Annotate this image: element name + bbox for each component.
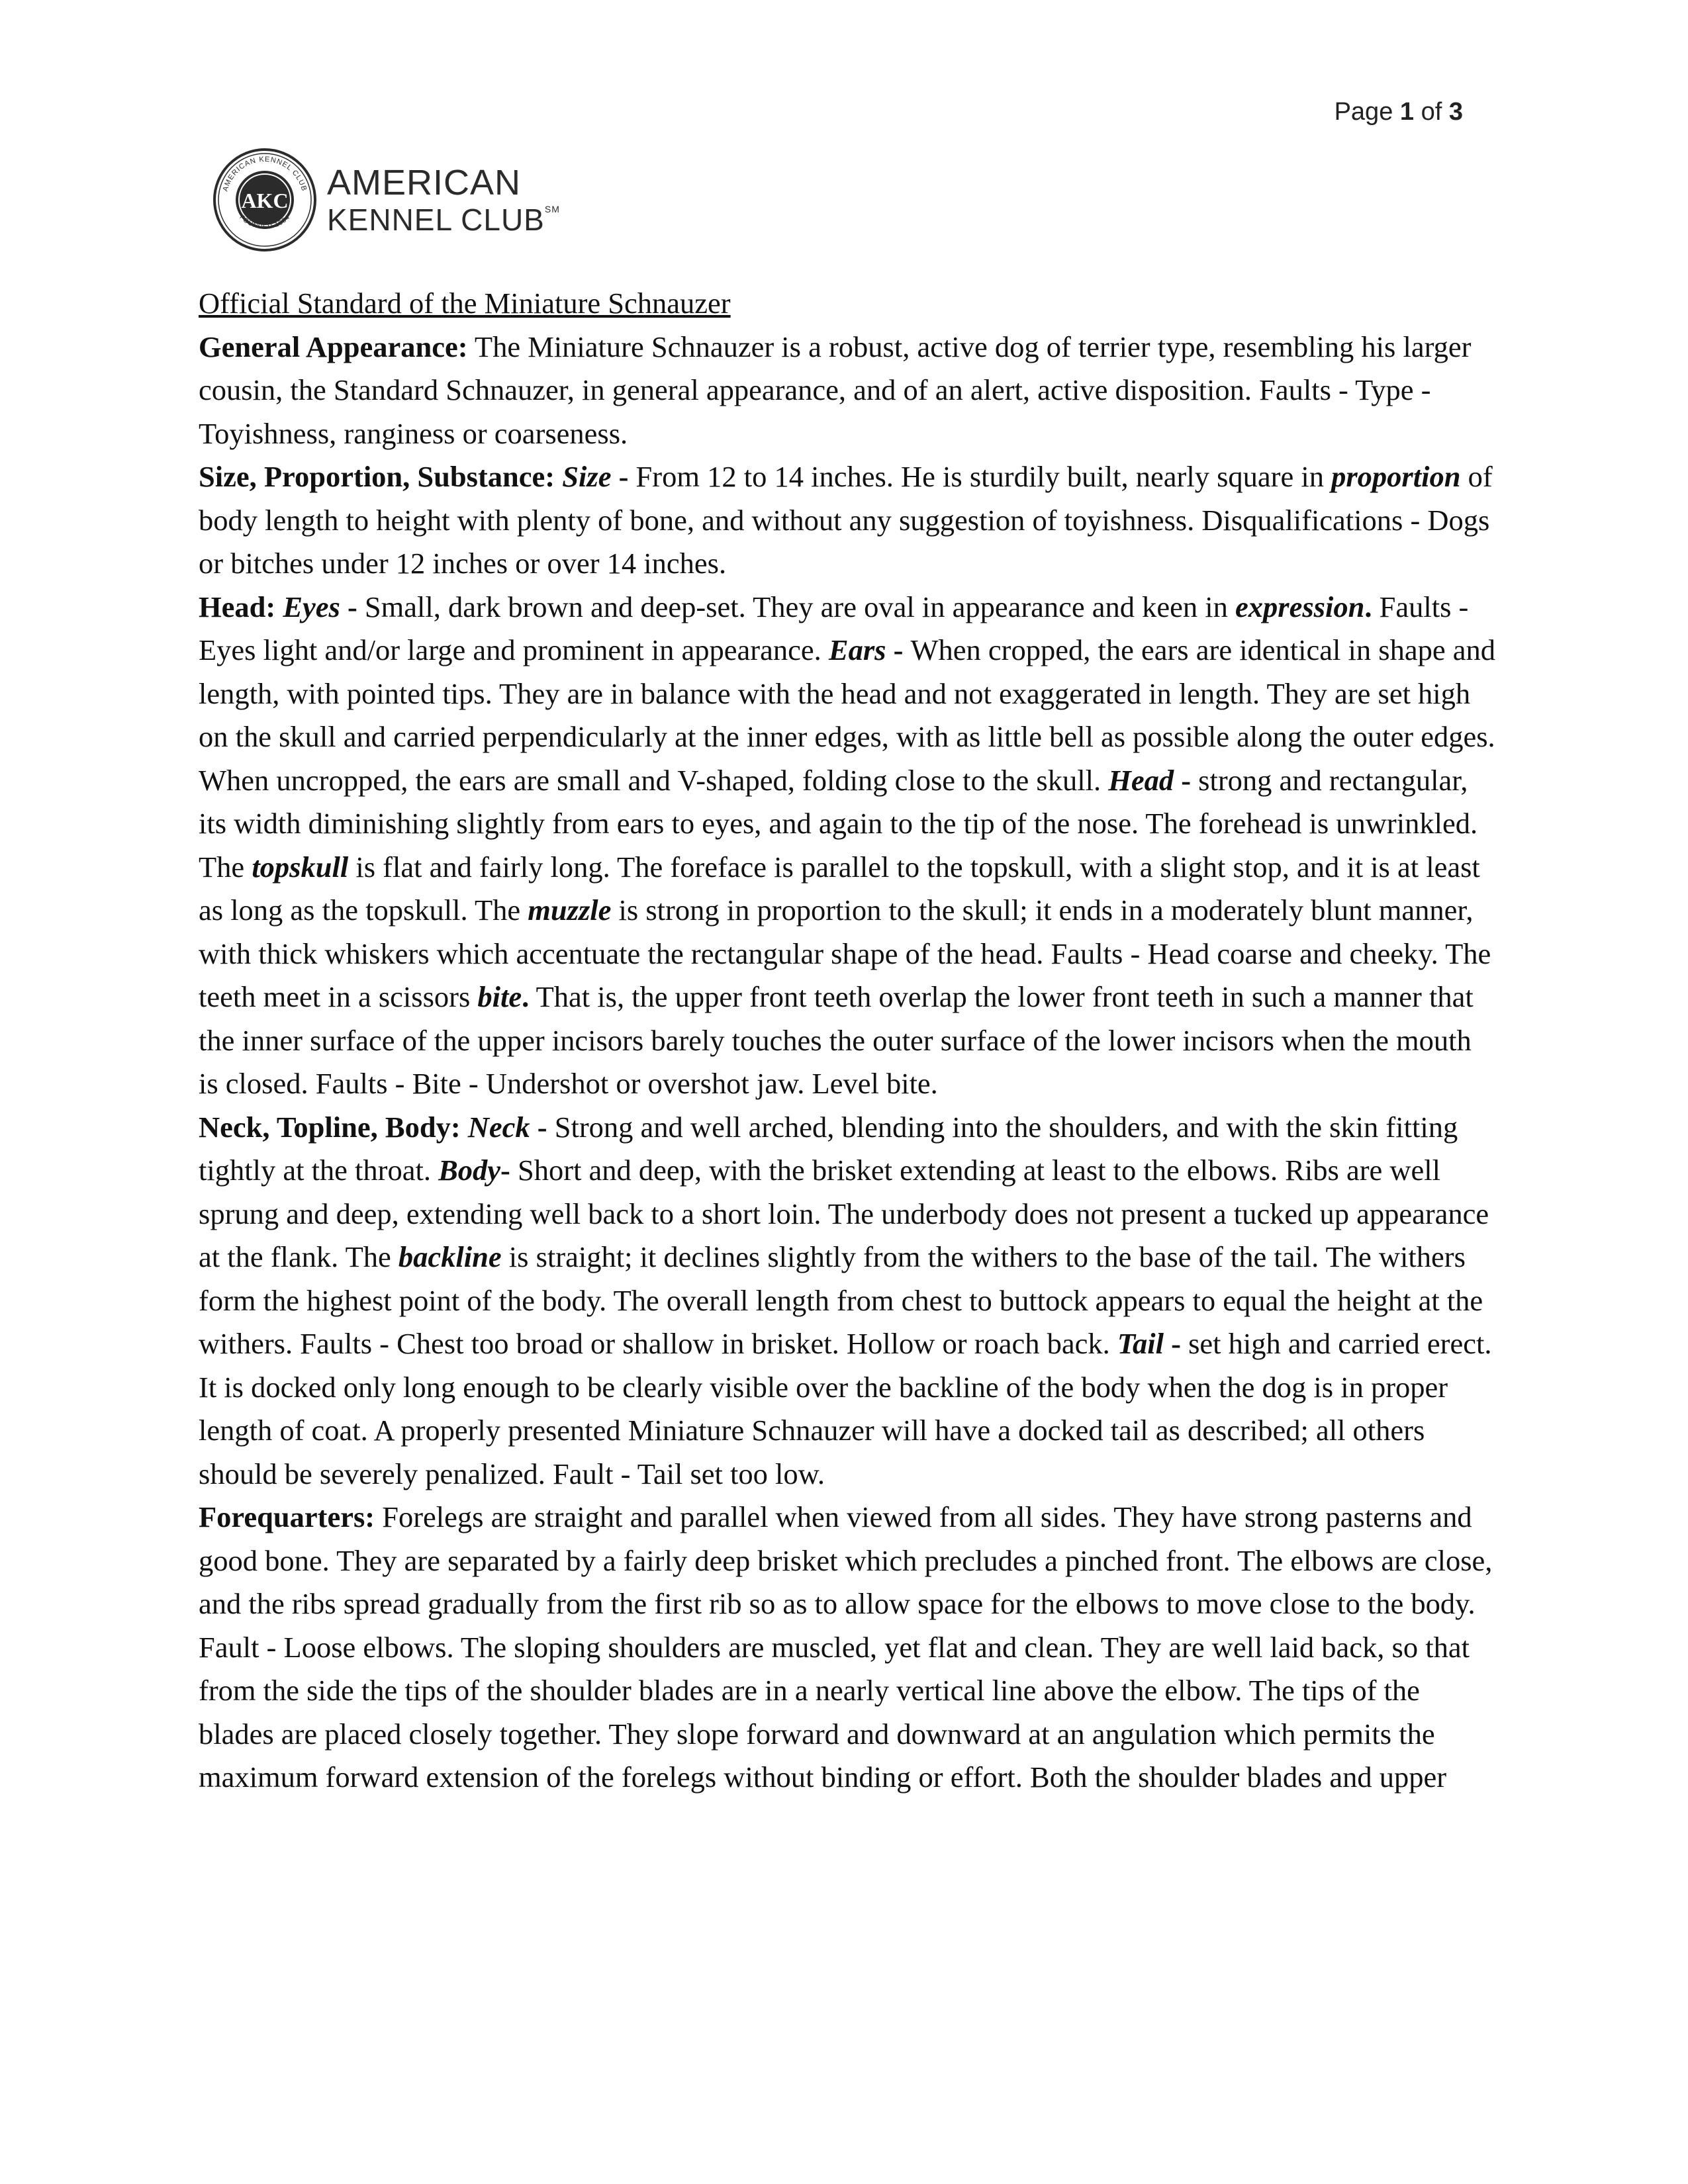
section-text: set high and carried erect. It is docked only long enough to be clearly visible over the backline of the body when the dog is in proper length of coat. A properly presented Miniature Schnauzer will have a docked tail as described; all others should be severely penalized. Fault - Tail set too low. xyxy=(199,1327,1492,1490)
akc-seal-icon xyxy=(212,147,318,253)
akc-logo xyxy=(212,147,560,253)
separator: - xyxy=(1174,763,1199,797)
wordmark-line1: AMERICAN xyxy=(327,163,522,203)
term-expression: expression xyxy=(1235,590,1365,623)
separator: - xyxy=(886,633,911,666)
wordmark-line2 xyxy=(327,205,560,235)
section-text: When cropped, the ears are identical in shape and length, with pointed tips. They are in balance with the head and not exaggerated in length. They are set high on the skull and carried perpendicularly at the inner edges, with as little bell as possible along the outer edges. When uncropped, the ears are small and V-shaped, folding close to the skull. xyxy=(199,633,1495,797)
term-ears: Ears xyxy=(828,633,886,666)
section-text: is strong in proportion to the skull; it ends in a moderately blunt manner, with thick whiskers which accentuate the rectangular shape of the head. Faults - Head coarse and cheeky. The teeth meet in a scissors xyxy=(199,893,1491,1013)
wordmark-kennel-club: KENNEL CLUB xyxy=(327,203,545,237)
separator: - xyxy=(611,460,636,493)
document-body xyxy=(199,282,1496,1799)
section-neck-topline-body xyxy=(199,1106,1496,1496)
seal-top-text: AMERICAN KENNEL CLUB xyxy=(221,155,308,193)
section-text: strong and rectangular, its width diminishing slightly from ears to eyes, and again to the tip of the nose. The forehead is unwrinkled. The xyxy=(199,763,1478,884)
section-text: Short and deep, with the brisket extending at least to the elbows. Ribs are well sprung and deep, extending well back to a short loin. The underbody does not present a tucked up appearance at the flank. The xyxy=(199,1154,1489,1273)
service-mark: SM xyxy=(544,204,560,214)
seal-bottom-text: FOUNDED 1884 xyxy=(238,214,292,231)
section-heading: Neck, Topline, Body: xyxy=(199,1110,461,1144)
section-text: That is, the upper front teeth overlap the lower front teeth in such a manner that the inner surface of the upper incisors barely touches the outer surface of the lower incisors when the mouth is closed. Faults - Bite - Undershot or overshot jaw. Level bite. xyxy=(199,980,1474,1100)
term-body: Body xyxy=(438,1154,501,1187)
section-head xyxy=(199,586,1496,1106)
document-title: Official Standard of the Miniature Schnauzer xyxy=(199,287,731,320)
section-text: The Miniature Schnauzer is a robust, active dog of terrier type, resembling his larger cousin, the Standard Schnauzer, in general appearance, and of an alert, active disposition. Faults - Type - Toyishness, ranginess or coarseness. xyxy=(199,330,1472,450)
page-total: 3 xyxy=(1448,98,1463,126)
term-bite: bite xyxy=(477,980,522,1013)
section-forequarters xyxy=(199,1496,1496,1799)
separator: - xyxy=(340,590,365,623)
term-size: Size xyxy=(562,460,612,493)
separator: - xyxy=(500,1154,510,1187)
section-heading: Head: xyxy=(199,590,276,623)
page-label: Page xyxy=(1334,98,1393,126)
term-topskull: topskull xyxy=(252,850,349,884)
term-muzzle: muzzle xyxy=(528,893,612,927)
separator: . xyxy=(1364,590,1372,623)
section-size-proportion-substance xyxy=(199,455,1496,586)
section-text: is straight; it declines slightly from the withers to the base of the tail. The withers form the highest point of the body. The overall length from chest to buttock appears to equal the height at the withers. Faults - Chest too broad or shallow in brisket. Hollow or roach back. xyxy=(199,1240,1483,1360)
akc-wordmark xyxy=(327,165,560,235)
separator: . xyxy=(522,980,530,1013)
section-text: From 12 to 14 inches. He is sturdily built, nearly square in xyxy=(635,460,1332,493)
section-text: Small, dark brown and deep-set. They are oval in appearance and keen in xyxy=(364,590,1236,623)
section-text: Strong and well arched, blending into the shoulders, and with the skin fitting tightly at the throat. xyxy=(199,1110,1458,1187)
section-text: of body length to height with plenty of bone, and without any suggestion of toyishness. Disqualifications - Dogs or bitches under 12 inches or over 14 inches. xyxy=(199,460,1493,580)
term-neck: Neck xyxy=(467,1110,530,1144)
section-heading: Size, Proportion, Substance: xyxy=(199,460,555,493)
section-heading: General Appearance: xyxy=(199,330,468,363)
term-head: Head xyxy=(1108,763,1174,797)
section-general-appearance xyxy=(199,326,1496,456)
term-backline: backline xyxy=(398,1240,502,1273)
term-proportion: proportion xyxy=(1331,460,1461,493)
page-of: of xyxy=(1421,98,1442,126)
separator: - xyxy=(1164,1327,1189,1360)
separator: - xyxy=(530,1110,555,1144)
seal-letters: AKC xyxy=(241,189,289,212)
section-text: is flat and fairly long. The foreface is parallel to the topskull, with a slight stop, and it is at least as long as the topskull. The xyxy=(199,850,1480,927)
section-text: Faults - Eyes light and/or large and prominent in appearance. xyxy=(199,590,1469,666)
section-text: Forelegs are straight and parallel when viewed from all sides. They have strong pasterns and good bone. They are separated by a fairly deep brisket which precludes a pinched front. The elbows are close, and the ribs spread gradually from the first rib so as to allow space for the elbows to move close to the body. Fault - Loose elbows. The sloping shoulders are muscled, yet flat and clean. They are well laid back, so that from the side the tips of the shoulder blades are in a nearly vertical line above the elbow. The tips of the blades are placed closely together. They slope forward and downward at an angulation which permits the maximum forward extension of the forelegs without binding or effort. Both the shoulder blades and upper xyxy=(199,1500,1493,1794)
page-current: 1 xyxy=(1399,98,1415,126)
term-tail: Tail xyxy=(1117,1327,1164,1360)
section-heading: Forequarters: xyxy=(199,1500,375,1533)
term-eyes: Eyes xyxy=(283,590,340,623)
page-number xyxy=(1335,98,1463,126)
